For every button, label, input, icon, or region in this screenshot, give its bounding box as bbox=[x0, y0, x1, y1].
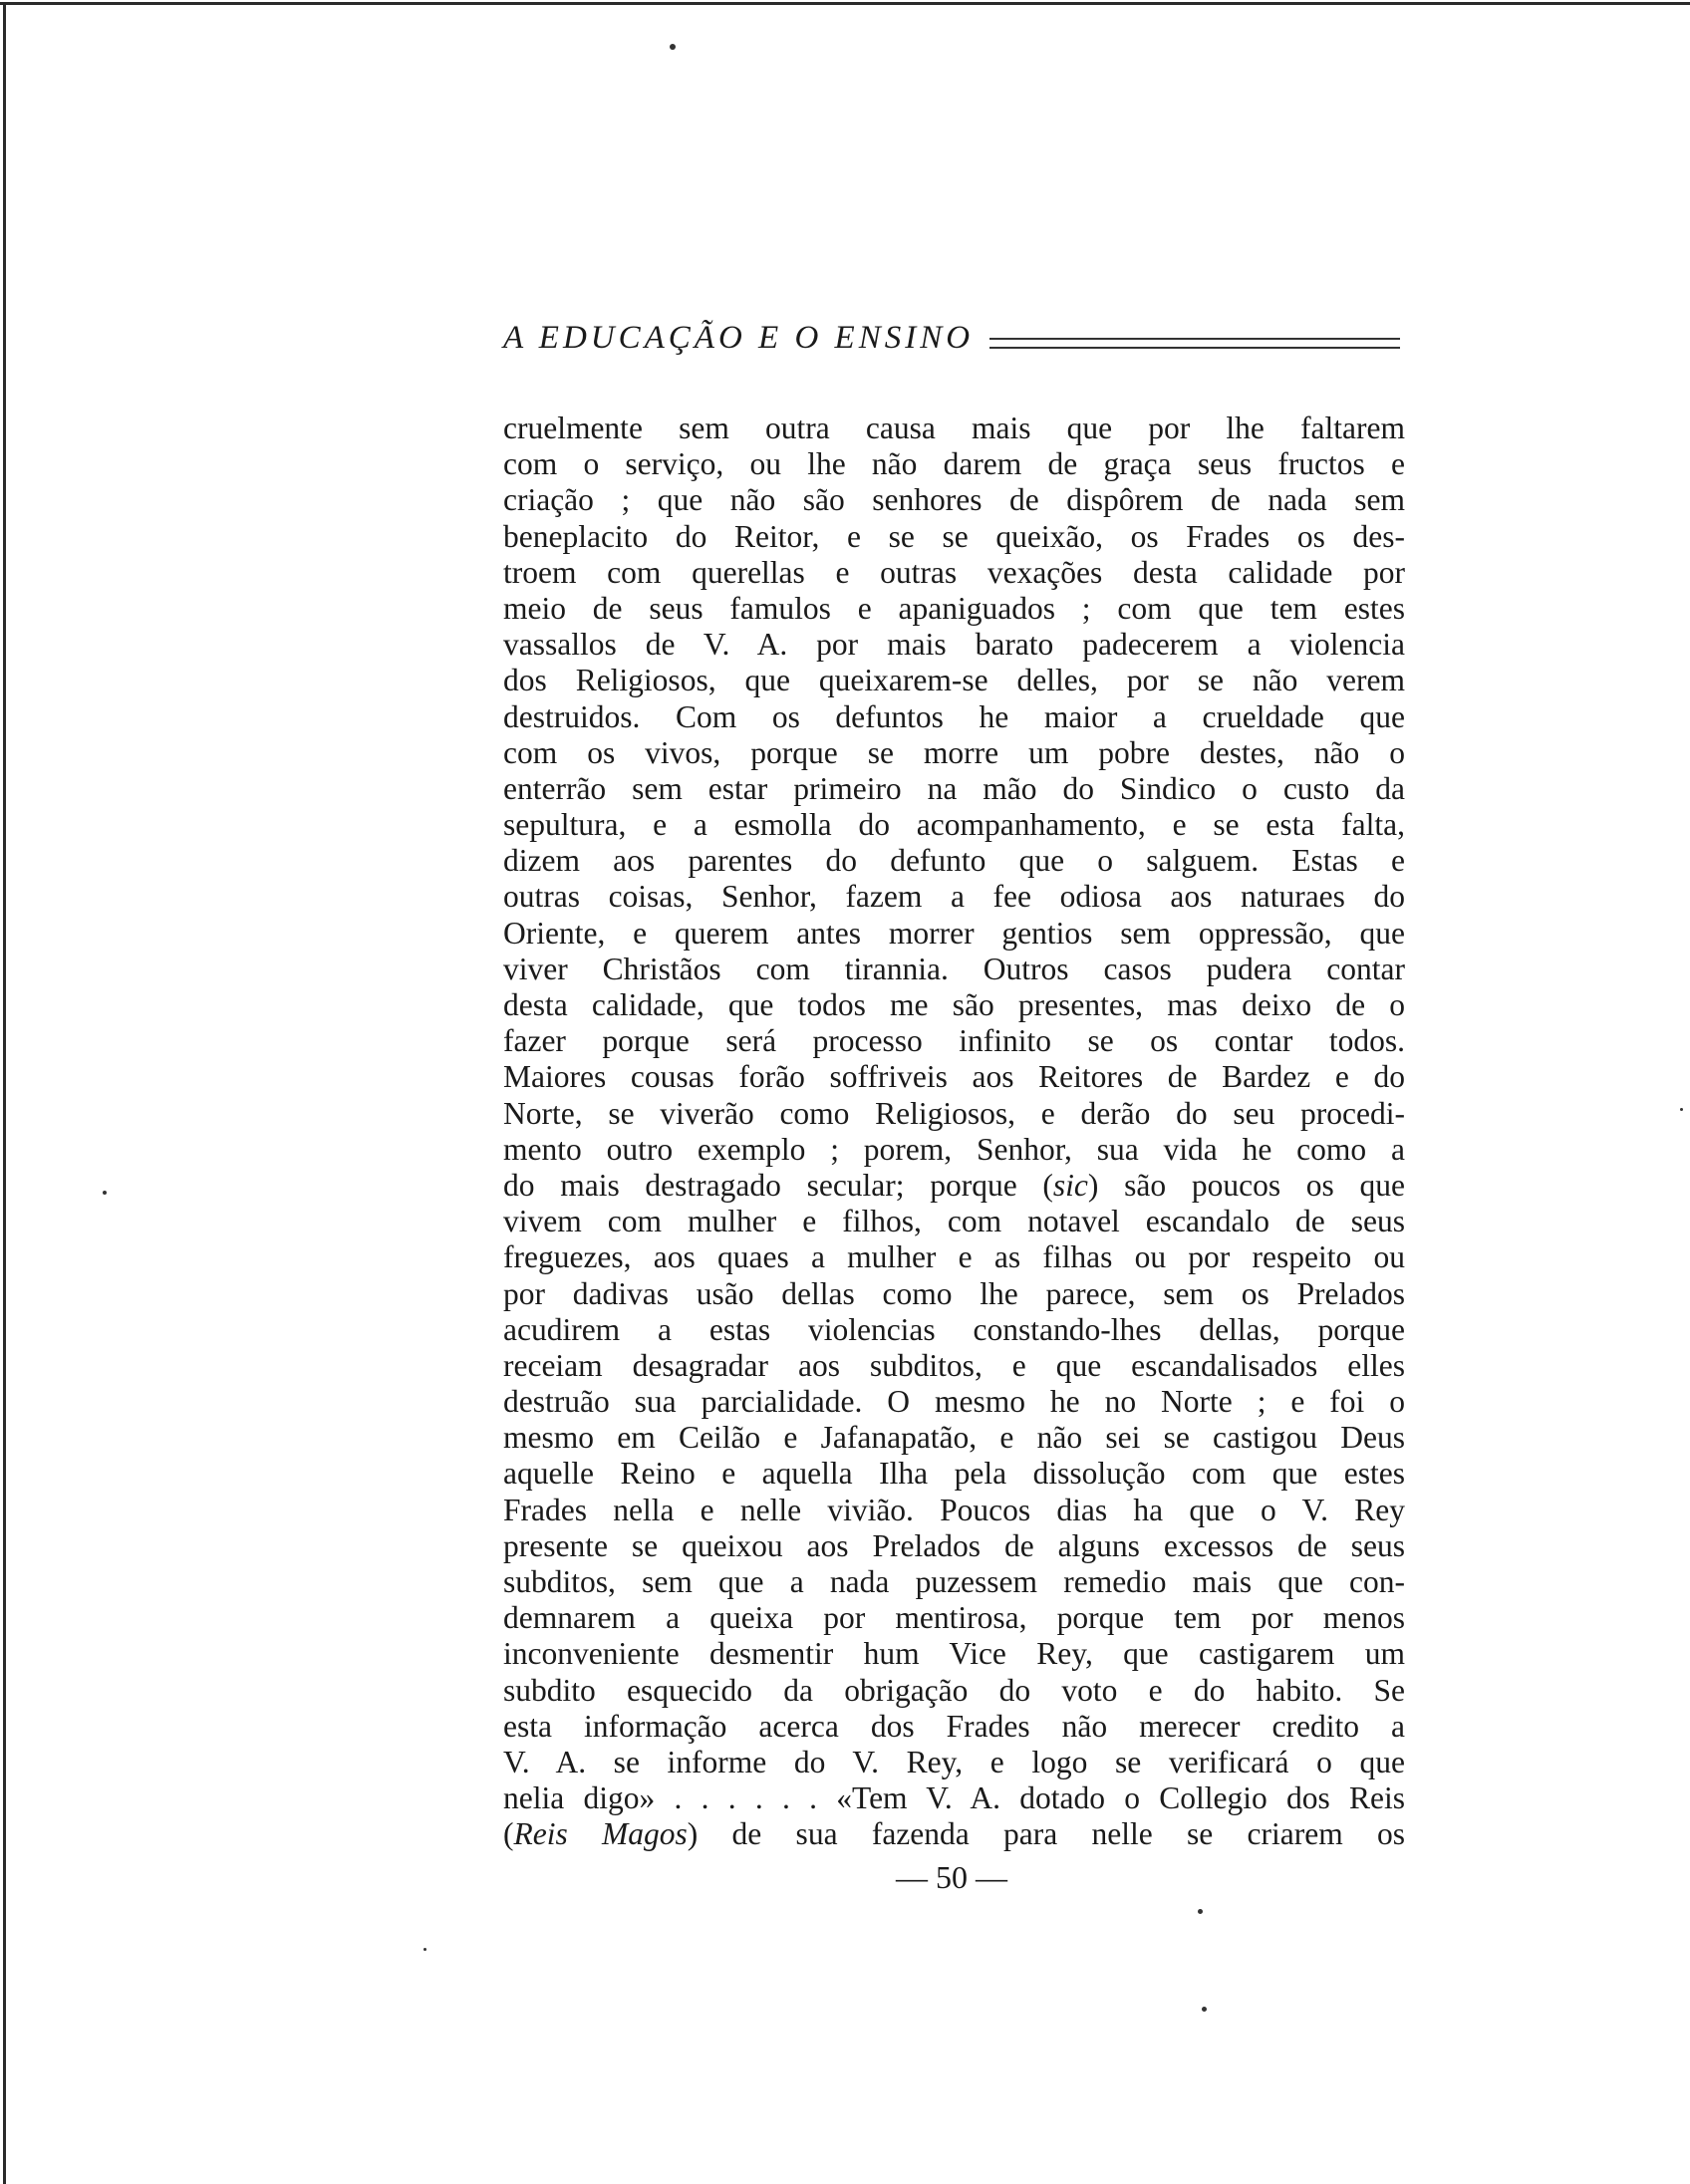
text-line: enterrão sem estar primeiro na mão do Sindico o custo da bbox=[503, 770, 1405, 806]
text-line: dizem aos parentes do defunto que o salguem. Estas e bbox=[503, 843, 1405, 879]
body-text bbox=[503, 410, 1405, 1853]
text-line: sepultura, e a esmolla do acompanhamento, e se esta falta, bbox=[503, 807, 1405, 843]
text-line: V. A. se informe do V. Rey, e logo se verificará o que bbox=[503, 1744, 1405, 1779]
text-line: aquelle Reino e aquella Ilha pela dissolução com que estes bbox=[503, 1456, 1405, 1492]
text-line: troem com querellas e outras vexações desta calidade por bbox=[503, 554, 1405, 590]
scan-speck bbox=[1202, 2007, 1207, 2012]
text-line: demnarem a queixa por mentirosa, porque tem por menos bbox=[503, 1600, 1405, 1636]
text-line: Frades nella e nelle vivião. Poucos dias ha que o V. Rey bbox=[503, 1492, 1405, 1527]
text-line: subdito esquecido da obrigação do voto e do habito. Se bbox=[503, 1672, 1405, 1708]
text-line: viver Christãos com tirannia. Outros casos pudera contar bbox=[503, 951, 1405, 986]
text-line: desta calidade, que todos me são presentes, mas deixo de o bbox=[503, 987, 1405, 1022]
text-line: nelia digo» . . . . . . «Tem V. A. dotado o Collegio dos Reis bbox=[503, 1780, 1405, 1816]
running-head bbox=[503, 313, 1400, 363]
text-line: do mais destragado secular; porque (sic) são poucos os que bbox=[503, 1167, 1405, 1203]
text-line: esta informação acerca dos Frades não merecer credito a bbox=[503, 1708, 1405, 1744]
text-line: meio de seus famulos e apaniguados ; com que tem estes bbox=[503, 590, 1405, 626]
text-line: inconveniente desmentir hum Vice Rey, que castigarem um bbox=[503, 1636, 1405, 1672]
scan-speck bbox=[670, 44, 676, 50]
page-number: — 50 — bbox=[896, 1859, 1007, 1895]
text-line: dos Religiosos, que queixarem-se delles, por se não verem bbox=[503, 663, 1405, 698]
text-line: outras coisas, Senhor, fazem a fee odiosa aos naturaes do bbox=[503, 879, 1405, 915]
text-line: Maiores cousas forão soffriveis aos Reitores de Bardez e do bbox=[503, 1059, 1405, 1095]
text-line: mento outro exemplo ; porem, Senhor, sua vida he como a bbox=[503, 1131, 1405, 1167]
scan-speck bbox=[1680, 1108, 1683, 1111]
text-line: vassallos de V. A. por mais barato padecerem a violencia bbox=[503, 627, 1405, 663]
text-line: presente se queixou aos Prelados de alguns excessos de seus bbox=[503, 1527, 1405, 1563]
text-line: (Reis Magos) de sua fazenda para nelle se criarem os bbox=[503, 1816, 1405, 1852]
text-line: com o serviço, ou lhe não darem de graça seus fructos e bbox=[503, 446, 1405, 482]
text-line: fazer porque será processo infinito se os contar todos. bbox=[503, 1023, 1405, 1059]
text-line: beneplacito do Reitor, e se se queixão, os Frades os des- bbox=[503, 518, 1405, 554]
text-line: destruidos. Com os defuntos he maior a crueldade que bbox=[503, 698, 1405, 734]
text-line: freguezes, aos quaes a mulher e as filhas ou por respeito ou bbox=[503, 1239, 1405, 1275]
scan-edge-left bbox=[3, 2, 6, 2184]
text-line: por dadivas usão dellas como lhe parece, sem os Prelados bbox=[503, 1275, 1405, 1311]
text-line: Norte, se viverão como Religiosos, e derão do seu procedi- bbox=[503, 1095, 1405, 1131]
text-line: destruão sua parcialidade. O mesmo he no Norte ; e foi o bbox=[503, 1384, 1405, 1420]
running-head-title: A EDUCAÇÃO E O ENSINO bbox=[503, 319, 975, 356]
scan-speck bbox=[1198, 1909, 1203, 1914]
scan-speck bbox=[423, 1948, 426, 1951]
text-line: com os vivos, porque se morre um pobre destes, não o bbox=[503, 734, 1405, 770]
text-line: mesmo em Ceilão e Jafanapatão, e não sei se castigou Deus bbox=[503, 1420, 1405, 1456]
text-line: cruelmente sem outra causa mais que por lhe faltarem bbox=[503, 410, 1405, 445]
text-line: subditos, sem que a nada puzessem remedio mais que con- bbox=[503, 1564, 1405, 1599]
text-line: Oriente, e querem antes morrer gentios sem oppressão, que bbox=[503, 915, 1405, 951]
scan-speck bbox=[103, 1191, 107, 1195]
running-head-rule bbox=[989, 338, 1400, 349]
text-line: acudirem a estas violencias constando-lhes dellas, porque bbox=[503, 1311, 1405, 1347]
text-line: receiam desagradar aos subditos, e que escandalisados elles bbox=[503, 1347, 1405, 1383]
text-line: vivem com mulher e filhos, com notavel escandalo de seus bbox=[503, 1204, 1405, 1239]
text-line: criação ; que não são senhores de dispôrem de nada sem bbox=[503, 482, 1405, 518]
scan-edge-top bbox=[0, 2, 1690, 5]
